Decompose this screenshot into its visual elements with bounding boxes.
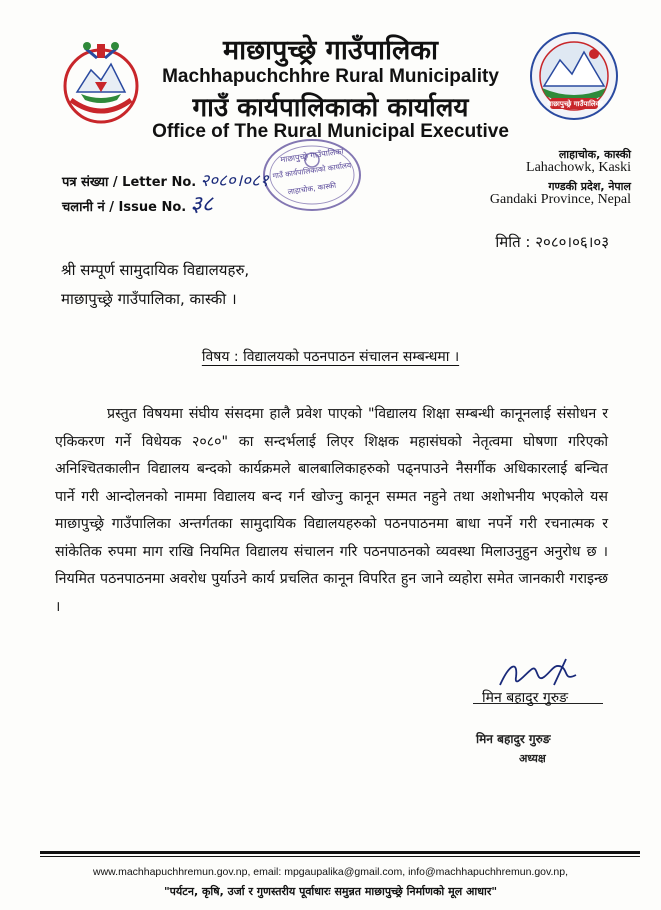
address-line1-nepali: लाहाचोक, कास्की [558, 148, 631, 161]
recipient-line2: माछापुच्छ्रे गाउँपालिका, कास्की । [61, 290, 237, 308]
office-name-english: Office of The Rural Municipal Executive [152, 121, 509, 142]
footer-slogan: "पर्यटन, कृषि, उर्जा र गुणस्तरीय पूर्वाधारः समुन्नत माछापुच्छ्रे निर्माणको मूल आधार" [163, 885, 498, 898]
signature-line [473, 703, 603, 704]
footer-divider-thin [40, 856, 640, 857]
letter-date: मिति : २०८०।०६।०३ [495, 233, 609, 251]
issue-number-row [62, 188, 213, 218]
office-name-nepali: गाउँ कार्यपालिकाको कार्यालय [192, 93, 469, 123]
footer-contacts: www.machhapuchhremun.gov.np, email: mpgaupalika@gmail.com, info@machhapuchhremun.gov.np, [92, 866, 568, 878]
signatory-stamp-name: मिन बहादुर गुरुङ [476, 732, 551, 746]
address-line1-english: Lahachowk, Kaski [526, 160, 631, 175]
footer-divider-thick [40, 851, 640, 854]
address-line2-english: Gandaki Province, Nepal [489, 192, 631, 207]
municipality-name-english: Machhapuchchhre Rural Municipality [162, 66, 499, 87]
issue-number-label: चलानी नं / Issue No. [62, 200, 187, 215]
municipality-name-nepali: माछापुच्छ्रे गाउँपालिका [222, 35, 438, 66]
letter-number-label: पत्र संख्या / Letter No. [62, 175, 197, 190]
issue-number-value: ३८ [190, 192, 214, 217]
municipality-logo-caption: माछापुच्छ्रे गाउँपालिका [547, 100, 603, 108]
subject-text: विषय : विद्यालयको पठनपाठन संचालन सम्बन्धमा । [201, 349, 460, 365]
signatory-role: अध्यक्ष [519, 752, 546, 765]
letter-number-value: २०८०।०८१ [200, 171, 269, 191]
seal-text-top: माछापुच्छ्रे गाउँपालिका [279, 146, 345, 165]
signatory-name: मिन बहादुर गुरुङ [482, 690, 569, 706]
recipient-line1: श्री सम्पूर्ण सामुदायिक विद्यालयहरु, [61, 261, 250, 279]
seal-text-bottom: लाहाचोक, कास्की [287, 180, 337, 197]
address-line2-nepali: गण्डकी प्रदेश, नेपाल [548, 180, 631, 193]
letter-body: प्रस्तुत विषयमा संघीय संसदमा हालै प्रवेश पाएको "विद्यालय शिक्षा सम्बन्धी कानूनलाई संसोधन र एकिकरण गर्ने विधेयक २०८०" का सन्दर्भलाई लिएर शिक्षक महासंघको नेतृत्वमा घोषणा गरिएको अनिश्चितकालीन विद्यालय बन्दको कार्यक्रमले बालबालिकाहरुको पढ्नपाउने नैसर्गीक अधिकारलाई बन्चित पार्ने गरी आन्दोलनको नाममा विद्यालय बन्द गर्न खोज्नु कानून सम्मत नहुने तथा अशोभनीय भएकोले यस माछापुच्छ्रे गाउँपालिका अन्तर्गतका सामुदायिक विद्यालयहरुको पठनपाठनमा बाधा नपर्ने गरी रचनात्मक र सांकेतिक रुपमा माग राखि नियमित विद्यालय संचालन गरि पठनपाठनको व्यवस्था मिलाउनुहुन अनुरोध छ । नियमित पठनपाठनमा अवरोध पुर्याउने कार्य प्रचलित कानून विपरित हुन जाने व्यहोरा समेत जानकारी गराइन्छ । [55, 406, 608, 615]
letter-subject [0, 347, 661, 366]
seal-text-middle: गाउँ कार्यपालिकाको कार्यालय [272, 160, 352, 181]
